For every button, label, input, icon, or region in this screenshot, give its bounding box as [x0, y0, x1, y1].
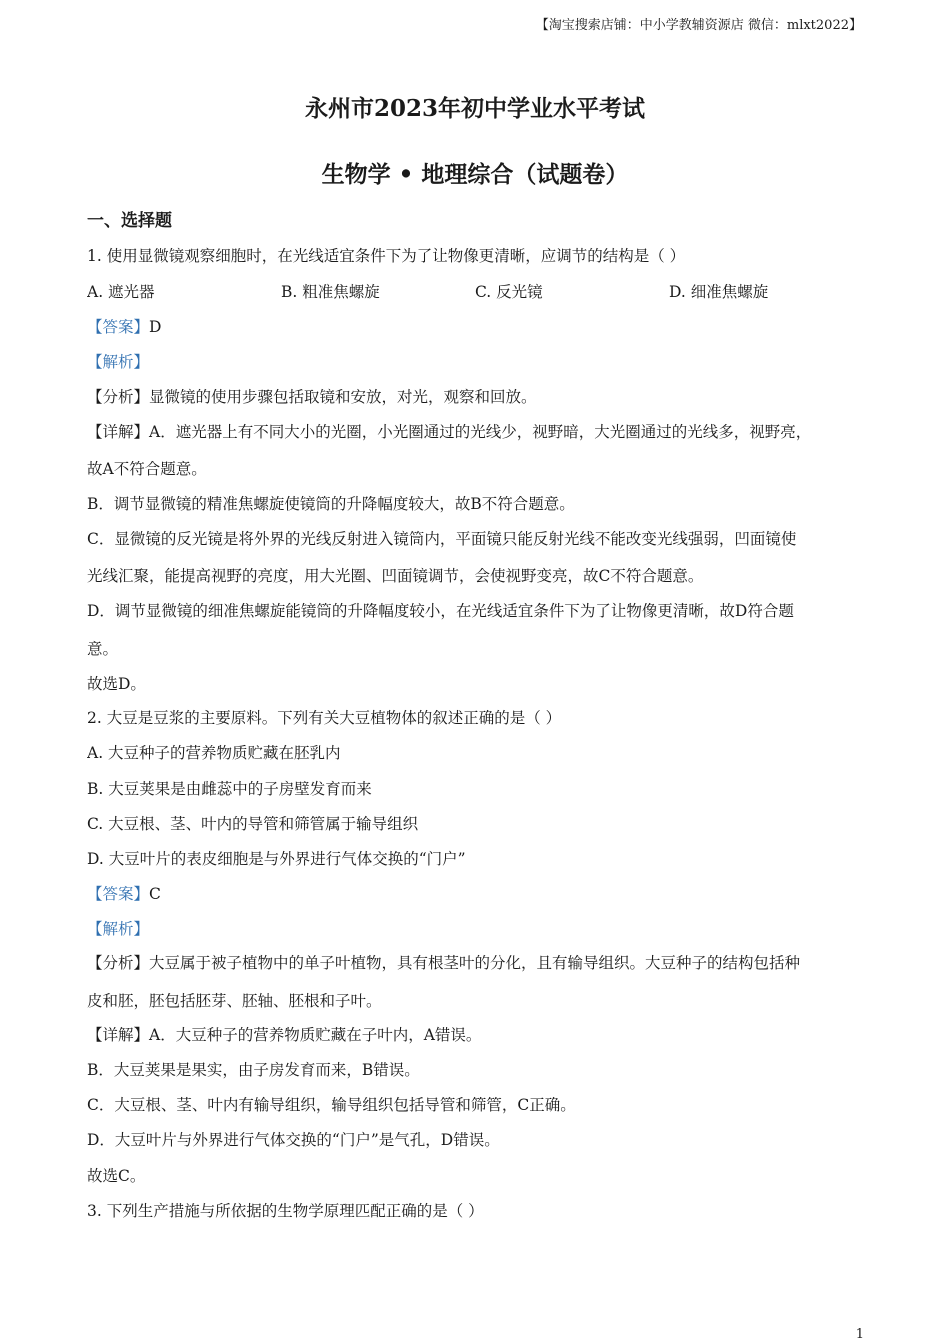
- q2-detail-d: D．大豆叶片与外界进行气体交换的“门户”是气孔，D错误。: [87, 1131, 500, 1149]
- q2-option-b: B. 大豆荚果是由雌蕊中的子房壁发育而来: [87, 780, 372, 798]
- exam-title: 永州市2023年初中学业水平考试: [304, 95, 645, 122]
- q1-options: [87, 281, 867, 303]
- q1-answer: [87, 316, 867, 338]
- q1-detail-c-2: 光线汇聚，能提高视野的亮度，用大光圈、凹面镜调节，会使视野变亮，故C不符合题意。: [87, 567, 704, 585]
- header-note: 【淘宝搜索店铺：中小学教辅资源店 微信：mlxt2022】: [535, 18, 862, 33]
- q2-option-d: D. 大豆叶片的表皮细胞是与外界进行气体交换的“门户”: [87, 850, 466, 868]
- q1-detail-a-2: 故A不符合题意。: [87, 460, 207, 478]
- q2-detail-c: C．大豆根、茎、叶内有输导组织，输导组织包括导管和筛管，C正确。: [87, 1096, 576, 1114]
- q3-stem: 3. 下列生产措施与所依据的生物学原理匹配正确的是（ ）: [87, 1202, 484, 1220]
- q2-fenxi-2: 皮和胚，胚包括胚芽、胚轴、胚根和子叶。: [87, 992, 382, 1010]
- q1-option-d: D. 细准焦螺旋: [669, 283, 769, 301]
- q2-detail-a: 【详解】A．大豆种子的营养物质贮藏在子叶内，A错误。: [87, 1026, 482, 1044]
- q2-analysis-tag: 【解析】: [87, 920, 150, 938]
- q1-detail-a-1: 【详解】A．遮光器上有不同大小的光圈，小光圈通过的光线少，视野暗，大光圈通过的光线多，视野亮，: [87, 423, 812, 441]
- q1-detail-d-1: D．调节显微镜的细准焦螺旋能镜筒的升降幅度较小，在光线适宜条件下为了让物像更清晰，故D符合题: [87, 602, 794, 620]
- q1-detail-b: B．调节显微镜的精准焦螺旋使镜筒的升降幅度较大，故B不符合题意。: [87, 495, 575, 513]
- q1-answer-tag: 【答案】: [87, 318, 150, 336]
- exam-subtitle: 生物学 • 地理综合（试题卷）: [321, 161, 629, 188]
- q1-option-b: B. 粗准焦螺旋: [281, 283, 380, 301]
- section-heading: 一、选择题: [87, 211, 172, 231]
- q1-answer-value: D: [149, 318, 162, 336]
- q1-option-c: C. 反光镜: [475, 283, 543, 301]
- q2-answer-value: C: [149, 885, 161, 903]
- q1-fenxi: 【分析】显微镜的使用步骤包括取镜和安放，对光，观察和回放。: [87, 388, 537, 406]
- q1-detail-c-1: C．显微镜的反光镜是将外界的光线反射进入镜筒内，平面镜只能反射光线不能改变光线强弱，凹面镜使: [87, 530, 797, 548]
- page-number: 1: [855, 1327, 864, 1342]
- q2-fenxi-1: 【分析】大豆属于被子植物中的单子叶植物，具有根茎叶的分化，且有输导组织。大豆种子的结构包括种: [87, 954, 801, 972]
- q2-option-a: A. 大豆种子的营养物质贮藏在胚乳内: [87, 744, 341, 762]
- q1-conclusion: 故选D。: [87, 675, 146, 693]
- q1-option-a: A. 遮光器: [87, 283, 155, 301]
- q2-option-c: C. 大豆根、茎、叶内的导管和筛管属于输导组织: [87, 815, 419, 833]
- q2-answer-tag: 【答案】: [87, 885, 150, 903]
- q1-analysis-tag: 【解析】: [87, 353, 150, 371]
- q2-conclusion: 故选C。: [87, 1167, 146, 1185]
- q2-answer: [87, 883, 867, 905]
- q2-detail-b: B．大豆荚果是果实，由子房发育而来，B错误。: [87, 1061, 420, 1079]
- q2-stem: 2. 大豆是豆浆的主要原料。下列有关大豆植物体的叙述正确的是（ ）: [87, 709, 562, 727]
- q1-detail-d-2: 意。: [87, 640, 119, 658]
- q1-stem: 1. 使用显微镜观察细胞时，在光线适宜条件下为了让物像更清晰，应调节的结构是（ ）: [87, 247, 686, 265]
